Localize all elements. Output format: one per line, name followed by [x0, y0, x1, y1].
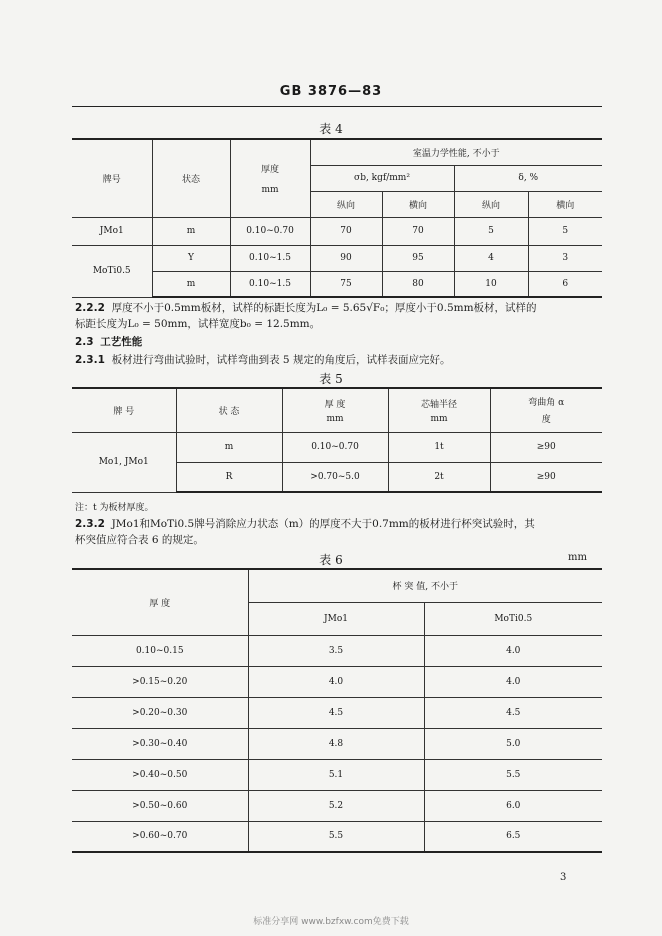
table5-header-thickness — [282, 388, 388, 432]
table-cell: ≥90 — [490, 432, 602, 462]
section-number: 2.3 — [75, 336, 94, 348]
table-cell: 70 — [310, 217, 382, 245]
table-cell: >0.70~5.0 — [282, 462, 388, 492]
table4-caption: 表 4 — [319, 122, 343, 136]
section-text: 厚度不小于0.5mm板材，试样的标距长度为L₀ = 5.65√F₀；厚度小于0.5mm板材，试样的 — [111, 302, 537, 314]
table5-header-angle — [490, 388, 602, 432]
table-cell: 6 — [528, 271, 602, 297]
table-cell: 2t — [388, 462, 490, 492]
table5 — [72, 387, 602, 493]
table-cell: 5.0 — [424, 728, 602, 759]
section-number: 2.3.1 — [75, 354, 105, 366]
table-cell: JMo1 — [72, 217, 152, 245]
table-cell: 5 — [528, 217, 602, 245]
table-cell: 4.5 — [248, 697, 424, 728]
table-cell: 4.8 — [248, 728, 424, 759]
table-cell: 0.10~1.5 — [230, 271, 310, 297]
table4-header-grade: 牌号 — [72, 139, 152, 217]
table5-radius-unit: mm — [430, 413, 448, 424]
table-cell: 0.10~0.15 — [72, 635, 248, 666]
table-cell: 95 — [382, 245, 454, 271]
table5-header-state: 状 态 — [176, 388, 282, 432]
page-number: 3 — [560, 872, 567, 883]
table5-caption: 表 5 — [319, 372, 343, 386]
table4-header-sigma-trans: 横向 — [382, 191, 454, 217]
table5-header-radius — [388, 388, 490, 432]
table6-caption: 表 6 — [319, 553, 343, 567]
table4-header-mech: 室温力学性能, 不小于 — [310, 139, 602, 165]
table4-header-sigma-long: 纵向 — [310, 191, 382, 217]
table4 — [72, 138, 602, 298]
table-cell: 1t — [388, 432, 490, 462]
section-2-3 — [75, 334, 605, 350]
table-cell: Y — [152, 245, 230, 271]
table4-header-delta: δ, % — [454, 165, 602, 191]
table5-thickness-unit: mm — [326, 413, 344, 424]
table-cell: ≥90 — [490, 462, 602, 492]
table-cell: 0.10~0.70 — [282, 432, 388, 462]
section-2-3-1 — [75, 352, 605, 368]
table5-thickness-label: 厚 度 — [324, 399, 346, 410]
section-number: 2.3.2 — [75, 518, 105, 530]
table-cell: 5.5 — [424, 759, 602, 790]
header-rule — [72, 106, 602, 107]
table-cell: 10 — [454, 271, 528, 297]
table-cell: 4.0 — [424, 666, 602, 697]
section-2-2-2 — [75, 300, 605, 332]
table6-header-moti: MoTi0.5 — [424, 602, 602, 635]
table-cell: >0.20~0.30 — [72, 697, 248, 728]
table-cell: >0.15~0.20 — [72, 666, 248, 697]
table5-note: 注：t 为板材厚度。 — [75, 503, 154, 513]
section-2-3-2 — [75, 516, 605, 548]
section-text: 杯突值应符合表 6 的规定。 — [75, 534, 204, 546]
table4-header-sigma: σb, kgf/mm² — [310, 165, 454, 191]
table4-header-state: 状态 — [152, 139, 230, 217]
section-text: JMo1和MoTi0.5牌号消除应力状态（m）的厚度不大于0.7mm的板材进行杯突试验时，其 — [111, 518, 535, 530]
standard-number: GB 3876—83 — [279, 84, 383, 99]
section-text: 板材进行弯曲试验时，试样弯曲到表 5 规定的角度后，试样表面应完好。 — [111, 354, 451, 366]
table4-header-delta-long: 纵向 — [454, 191, 528, 217]
table-cell: 6.0 — [424, 790, 602, 821]
table6-header-cup: 杯 突 值, 不小于 — [248, 569, 602, 602]
table-cell: 75 — [310, 271, 382, 297]
table-cell: 0.10~0.70 — [230, 217, 310, 245]
table-cell: 6.5 — [424, 821, 602, 852]
table-cell: 5.2 — [248, 790, 424, 821]
table5-angle-label: 弯曲角 α — [528, 398, 565, 409]
table-cell: m — [152, 271, 230, 297]
table-cell: >0.50~0.60 — [72, 790, 248, 821]
table6-header-jmo1: JMo1 — [248, 602, 424, 635]
table4-thickness-label: 厚度 — [260, 164, 279, 175]
table-cell: 4.5 — [424, 697, 602, 728]
table-cell: >0.30~0.40 — [72, 728, 248, 759]
table-cell: >0.40~0.50 — [72, 759, 248, 790]
table-cell: 80 — [382, 271, 454, 297]
section-number: 2.2.2 — [75, 302, 105, 314]
table-cell: 5.1 — [248, 759, 424, 790]
table4-header-delta-trans: 横向 — [528, 191, 602, 217]
table-cell: 4 — [454, 245, 528, 271]
table-cell: 5 — [454, 217, 528, 245]
table6 — [72, 568, 602, 853]
table-cell: 4.0 — [424, 635, 602, 666]
table-cell: Mo1, JMo1 — [72, 432, 176, 492]
table4-header-thickness — [230, 139, 310, 217]
section-title: 工艺性能 — [100, 336, 143, 348]
table-cell: 3.5 — [248, 635, 424, 666]
table4-thickness-unit: mm — [261, 184, 279, 195]
table5-header-grade: 牌 号 — [72, 388, 176, 432]
table5-angle-unit: 度 — [541, 415, 551, 426]
watermark: 标准分享网 www.bzfxw.com免费下载 — [253, 917, 409, 927]
table6-unit: mm — [568, 552, 587, 563]
table-cell: m — [176, 432, 282, 462]
table6-header-thickness: 厚 度 — [72, 569, 248, 635]
table-cell: MoTi0.5 — [72, 245, 152, 297]
table-cell: 70 — [382, 217, 454, 245]
table-cell: 4.0 — [248, 666, 424, 697]
table-cell: 0.10~1.5 — [230, 245, 310, 271]
table-cell: 90 — [310, 245, 382, 271]
table5-radius-label: 芯轴半径 — [420, 399, 457, 410]
table-cell: 3 — [528, 245, 602, 271]
table-cell: >0.60~0.70 — [72, 821, 248, 852]
section-text: 标距长度为L₀ = 50mm，试样宽度b₀ = 12.5mm。 — [75, 318, 321, 330]
table-cell: 5.5 — [248, 821, 424, 852]
table-cell: R — [176, 462, 282, 492]
table-cell: m — [152, 217, 230, 245]
